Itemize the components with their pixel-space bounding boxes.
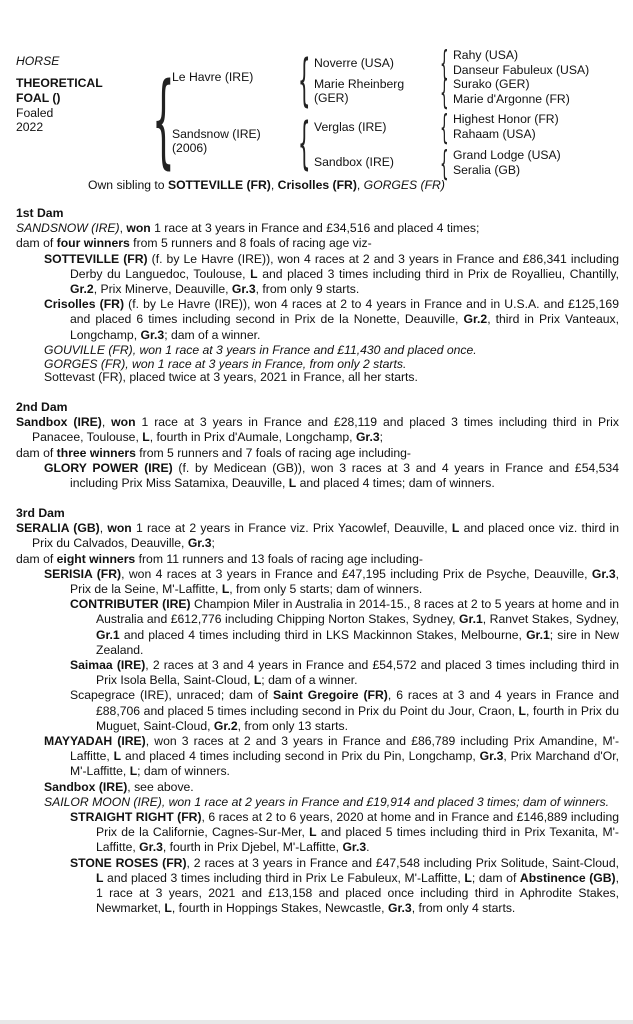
t: Gr.1 (96, 627, 120, 642)
t: L (221, 582, 230, 597)
t: from 5 runners and 8 foals of racing age viz- (129, 236, 372, 251)
t: , 1 race at 3 years, 2021 and £13,158 and placed once including third in Aphrodite Stakes, Newmarket, (96, 870, 619, 916)
produce-gorges: GORGES (FR), won 1 race at 3 years in France, from only 2 starts. (44, 357, 407, 372)
t: 1 race at 2 years in France viz. Prix Yacowlef, Deauville, (131, 521, 452, 536)
t: , from only 13 starts. (237, 718, 349, 733)
produce-straight-right (16, 810, 619, 856)
horse-label: HORSE (16, 54, 60, 68)
sibling-sep2: , (356, 178, 364, 192)
horse-name: Saint Gregoire (FR) (272, 688, 388, 703)
t: and placed 4 times including second in Prix du Pin, Longchamp, (121, 749, 480, 764)
t: three winners (56, 445, 136, 460)
horse-name: Abstinence (GB) (519, 870, 616, 885)
produce-crisolles (16, 297, 619, 343)
produce-contributer (16, 597, 619, 658)
t: L (464, 870, 472, 885)
foal-name: THEORETICAL (16, 76, 103, 90)
t: ; sire in New Zealand. (96, 627, 619, 657)
third-dam-heading: 3rd Dam (16, 506, 65, 520)
t: dam of (16, 445, 57, 460)
t: Gr.3 (187, 536, 212, 551)
foaled-label: Foaled (16, 106, 54, 120)
t: won (126, 221, 151, 236)
horse-name: GLORY POWER (IRE) (44, 460, 173, 475)
t: and placed 4 times; dam of winners. (296, 476, 495, 491)
second-dam-name: Sandbox (IRE) (16, 415, 102, 430)
first-dam-heading: 1st Dam (16, 206, 64, 220)
t: Gr.2 (213, 718, 238, 733)
dd-sire-name: Grand Lodge (USA) (453, 148, 561, 162)
first-dam-name: SANDSNOW (IRE) (16, 221, 120, 236)
ds-dam-name: Rahaam (USA) (453, 127, 536, 141)
foaled-year: 2022 (16, 120, 44, 134)
pedigree-brace-sire: { (298, 48, 311, 113)
t: and placed 5 times including third in Prix Texanita, M'-Laffitte, (96, 825, 619, 855)
horse-name: Crisolles (FR) (44, 297, 124, 312)
produce-gouville: GOUVILLE (FR), won 1 race at 3 years in France and £11,430 and placed once. (44, 342, 477, 357)
first-dam-summary (16, 221, 619, 236)
t: L (129, 764, 138, 779)
sd-sire-name: Surako (GER) (453, 77, 530, 91)
t: L (142, 430, 150, 445)
t: Gr.3 (140, 327, 165, 342)
t: , Prix Minerve, Deauville, (93, 282, 232, 297)
produce-mayyadah (16, 734, 619, 780)
t: dam of (16, 236, 57, 251)
t: 1 race at 3 years in France and £28,119 and placed 3 times including third in Prix Panacee, Toulouse, (32, 415, 619, 445)
third-dam-name: SERALIA (GB) (16, 521, 100, 536)
ds-sire-name: Highest Honor (FR) (453, 112, 559, 126)
t: Gr.3 (591, 566, 616, 581)
second-dam-summary (16, 415, 619, 445)
t: Gr.1 (526, 627, 550, 642)
t: won (111, 415, 136, 430)
foal-name-line2: FOAL () (16, 91, 61, 105)
dam-sire-name: Verglas (IRE) (314, 120, 387, 134)
t: , see above. (127, 779, 194, 794)
t: Gr.3 (479, 749, 504, 764)
dd-dam-name: Seralia (GB) (453, 163, 521, 177)
sibling-crisolles: Crisolles (FR) (277, 178, 357, 192)
t: L (113, 749, 122, 764)
t: from 5 runners and 7 foals of racing age including- (135, 445, 411, 460)
first-dam-produce-summary (16, 236, 619, 251)
second-dam-section (16, 400, 619, 491)
horse-name: CONTRIBUTER (IRE) (70, 597, 191, 612)
t: Gr.2 (70, 282, 94, 297)
produce-sottevast: Sottevast (FR), placed twice at 3 years, 2021 in France, all her starts. (44, 370, 418, 385)
t: . (366, 840, 370, 855)
produce-sailor-moon: SAILOR MOON (IRE), won 1 race at 2 years in France and £19,914 and placed 3 times; dam of winners. (44, 794, 609, 809)
sibling-gorges: GORGES (FR) (363, 178, 445, 192)
t: ; dam of a winner. (164, 327, 261, 342)
sd-dam-name: Marie d'Argonne (FR) (453, 92, 570, 106)
t: (f. by Medicean (GB)), won 3 races at 3 and 4 years in France and £54,534 including Prix Miss Satamixa, Deauville, (70, 460, 619, 491)
t: , won 4 races at 3 years in France and £47,195 including Prix de Psyche, Deauville, (121, 566, 592, 581)
t: L (250, 266, 258, 281)
third-dam-produce-summary (16, 552, 619, 567)
t: (f. by Le Havre (IRE)), won 4 races at 2 to 4 years in France and in U.S.A. and £125,169 and placed 6 times including second in Prix de la Nonette, Deauville, (70, 297, 619, 327)
t: dam of (16, 551, 57, 566)
sire-dam-name-line2: (GER) (314, 91, 349, 105)
t: Gr.3 (139, 840, 163, 855)
horse-name: Saimaa (IRE) (70, 658, 146, 673)
third-dam-section (16, 506, 619, 916)
t: L (96, 870, 104, 885)
first-dam-section (16, 206, 619, 385)
t: , 6 races at 2 to 6 years, 2020 at home and in France and £146,889 including Prix de la Californie, Cagnes-Sur-Mer, (96, 810, 619, 840)
t: and placed 3 times including third in Prix de Royallieu, Chantilly, (257, 266, 620, 281)
t: (f. by Le Havre (IRE)), won 4 races at 2 and 3 years in France and £86,341 including Derby du Languedoc, Toulouse, (70, 251, 619, 281)
t: L (164, 901, 172, 916)
t: Gr.3 (342, 840, 367, 855)
t: , Prix de la Seine, M'-Laffitte, (70, 566, 619, 597)
t: and placed 3 times including third in Prix Le Fabuleux, M'-Laffitte, (103, 870, 465, 885)
t: 1 race at 3 years in France and £34,516 and placed 4 times; (150, 221, 480, 236)
third-dam-summary (16, 521, 619, 551)
t: , from only 5 starts; dam of winners. (229, 582, 423, 597)
t: Gr.3 (231, 282, 256, 297)
t: Gr.3 (355, 430, 380, 445)
sire-name: Le Havre (IRE) (172, 70, 254, 84)
t: , Ranvet Stakes, Sydney, (482, 612, 620, 627)
second-dam-heading: 2nd Dam (16, 400, 68, 414)
ss-dam-name: Danseur Fabuleux (USA) (453, 63, 590, 77)
t: , (99, 521, 108, 536)
produce-serisia (16, 567, 619, 597)
t: , (119, 221, 127, 236)
produce-sandbox (16, 780, 619, 795)
t: , from only 9 starts. (255, 282, 360, 297)
t: eight winners (56, 551, 136, 566)
produce-saimaa (16, 658, 619, 688)
t: ; dam of winners. (137, 764, 230, 779)
t: L (288, 476, 297, 491)
t: , third in Prix Vanteaux, Longchamp, (70, 312, 620, 342)
pedigree-brace-main: { (152, 61, 175, 180)
sibling-sep1: , (270, 178, 278, 192)
t: from 11 runners and 13 foals of racing age including- (135, 551, 423, 566)
pedigree-brace-dam: { (298, 111, 311, 176)
t: L (309, 825, 317, 840)
t: , from only 4 starts. (411, 901, 516, 916)
horse-name: SOTTEVILLE (FR) (44, 251, 148, 266)
t: Scapegrace (IRE), unraced; dam of (70, 688, 273, 703)
pedigree-brace-sd: { (440, 73, 449, 113)
dam-dam-name: Sandbox (IRE) (314, 155, 394, 169)
t: and placed 4 times including third in LKS Mackinnon Stakes, Melbourne, (119, 627, 527, 642)
sibling-sotteville: SOTTEVILLE (FR) (167, 178, 271, 192)
t: ; (211, 536, 215, 551)
t: won (107, 521, 132, 536)
page-bottom-edge (0, 1020, 633, 1024)
t: ; (379, 430, 384, 445)
ss-sire-name: Rahy (USA) (453, 48, 519, 62)
t: ; dam of a winner. (261, 673, 358, 688)
horse-name: SERISIA (FR) (44, 566, 122, 581)
sire-dam-name: Marie Rheinberg (314, 77, 405, 91)
t: Champion Miler in Australia in 2014-15., 8 races at 2 to 5 years at home and in Australia and £612,776 including Chipping Norton Stakes, Sydney, (96, 597, 619, 627)
horse-name: Sandbox (IRE) (44, 779, 128, 794)
sire-sire-name: Noverre (USA) (314, 56, 394, 70)
t: , won 3 races at 2 and 3 years in France and £86,789 including Prix Amandine, M'-Laffitte, (70, 734, 620, 764)
t: , fourth in Prix d'Aumale, Longchamp, (149, 430, 356, 445)
t: L (253, 673, 262, 688)
dam-name: Sandsnow (IRE) (172, 127, 261, 141)
t: , fourth in Hoppings Stakes, Newcastle, (171, 901, 388, 916)
t: , 2 races at 3 and 4 years in France and £54,572 and placed 3 times including third in Prix Isola Bella, Saint-Cloud, (96, 658, 619, 688)
dam-year: (2006) (172, 141, 208, 155)
t: and placed once viz. third in Prix du Calvados, Deauville, (32, 521, 620, 551)
produce-scapegrace (16, 688, 619, 734)
second-dam-produce-summary (16, 446, 619, 461)
produce-stone-roses (16, 856, 619, 917)
t: Gr.2 (463, 312, 488, 327)
t: , fourth in Prix Djebel, M'-Laffitte, (162, 840, 343, 855)
t: ; dam of (471, 870, 520, 885)
pedigree-brace-dd: { (440, 144, 449, 184)
horse-name: MAYYADAH (IRE) (44, 734, 146, 749)
t: , 2 races at 3 years in France and £47,548 including Prix Solitude, Saint-Cloud, (186, 855, 619, 870)
sibling-line (88, 178, 445, 193)
horse-name: STRAIGHT RIGHT (FR) (70, 810, 202, 825)
t: Gr.1 (459, 612, 483, 627)
sibling-prefix: Own sibling to (88, 178, 168, 192)
t: , Prix Marchand d'Or, M'-Laffitte, (70, 749, 620, 779)
t: L (518, 703, 526, 718)
t: , (101, 415, 112, 430)
horse-name: STONE ROSES (FR) (70, 855, 187, 870)
t: , fourth in Prix du Muguet, Saint-Cloud, (96, 703, 619, 733)
produce-sotteville (16, 252, 619, 298)
pedigree-brace-ds: { (440, 108, 449, 148)
pedigree-brace-ss: { (440, 44, 449, 84)
produce-glory-power (16, 461, 619, 491)
t: four winners (56, 236, 130, 251)
t: Gr.3 (387, 901, 412, 916)
t: , 6 races at 3 and 4 years in France and £88,706 and placed 5 times including second in Prix du Point du Jour, Craon, (96, 688, 619, 718)
t: L (451, 521, 460, 536)
